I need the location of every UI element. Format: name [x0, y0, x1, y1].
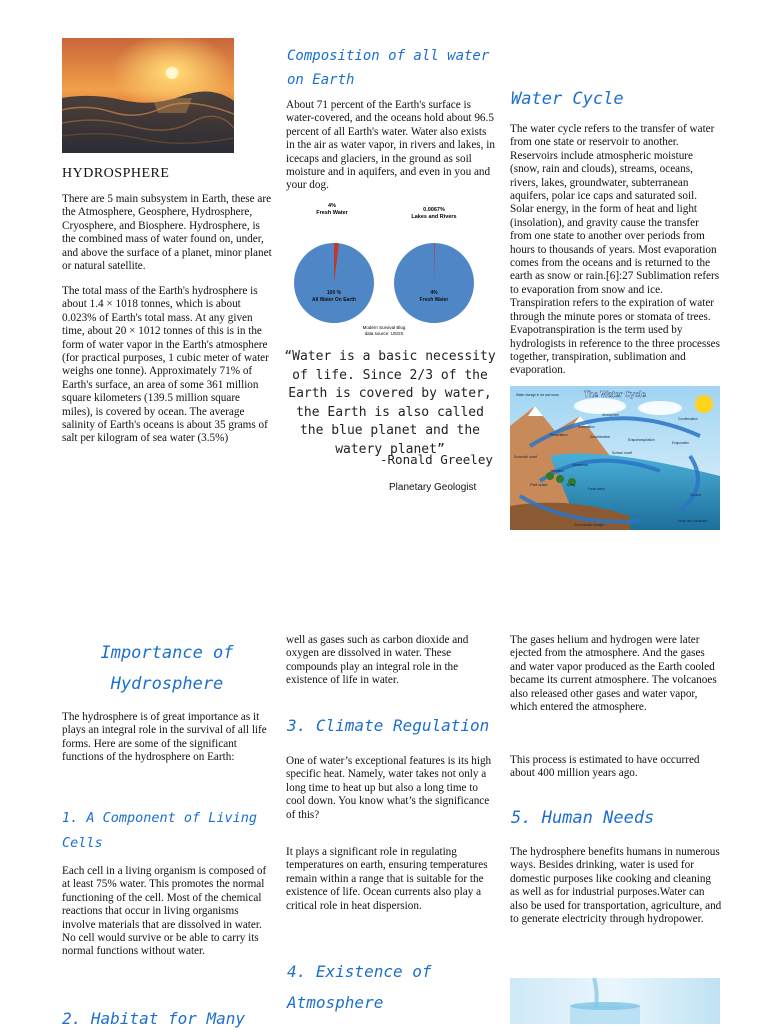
chart-source: data source: USGS: [364, 331, 404, 336]
living-cells-heading: 1. A Component of Living Cells: [62, 810, 258, 851]
left-center-sub: All Water On Earth: [312, 297, 356, 303]
diagram-label: Snowmelt runoff: [514, 455, 537, 459]
water-cycle-diagram: [510, 386, 720, 530]
human-needs-heading: 5. Human Needs: [511, 808, 655, 828]
greeley-quote: “Water is a basic necessity of life. Since 2/3 of the Earth is covered by water, the Earth is also called the blue planet and the watery planet”: [284, 349, 496, 457]
diagram-label: Groundwater storage: [574, 523, 604, 527]
left-slice-sub: Fresh Water: [316, 210, 348, 216]
diagram-label: Sublimation: [578, 425, 595, 429]
atmosphere-paragraph-1: The gases helium and hydrogen were later ejected from the atmosphere. And the gases and water vapor produced as the Earth cooled became its current atmosphere. The volcanoes also released other gases and water vapor, which entered the atmosphere.: [510, 634, 717, 714]
habitat-heading: 2. Habitat for Many: [62, 1009, 246, 1028]
hydrosphere-title: HYDROSPHERE: [62, 166, 170, 181]
living-cells-paragraph: Each cell in a living organism is composed of at least 75% water. This promotes the normal functioning of the cell. Most of the chemical reactions that occur in living organisms involve materials that are dissolved in water. No cell would survive or be able to carry its normal functions without water.: [62, 865, 267, 958]
atmosphere-paragraph-2: This process is estimated to have occurred about 400 million years ago.: [510, 754, 700, 780]
mass-paragraph: The total mass of the Earth's hydrosphere is about 1.4 × 1018 tonnes, which is about 0.023% of Earth's total mass. At any given time, about 20 × 1012 tonnes of this is in the form of water vapor in the Earth's atmosphere (for practical purposes, 1 cubic meter of water weighs one tonne). Approximately 71% of Earth's surface, an area of some 361 million square kilometers (139.5 million square miles), is covered by ocean. The average salinity of Earth's oceans is about 35 grams of salt per kilogram of sea water (3.5%): [62, 285, 269, 445]
water-cycle-heading: Water Cycle: [511, 89, 624, 109]
diagram-label: Fresh-water: [588, 487, 606, 491]
right-slice-sub: Lakes and Rivers: [411, 214, 457, 220]
composition-paragraph: About 71 percent of the Earth's surface is water-covered, and the oceans hold about 96.5 percent of all Earth's water. Water also exists in the air as water vapor, in rivers and lakes, in icecaps and glaciers, in the ground as soil moisture and in aquifers, and even in you and your dog.: [286, 99, 495, 192]
author-role: Planetary Geologist: [389, 482, 477, 493]
diagram-label: Desublimation: [590, 435, 611, 439]
dissolved-gases-paragraph: well as gases such as carbon dioxide and oxygen are dissolved in water. These compounds play an integral role in the existence of life in water.: [286, 634, 469, 687]
climate-paragraph-2: It plays a significant role in regulating temperatures on earth, ensuring temperatures remain within a range that is suitable for the existence of life. Ocean currents also play a critical role in heat dispersion.: [286, 846, 488, 912]
chart-credit: Modern Survival Blog: [362, 325, 406, 330]
diagram-label: Spring: [566, 483, 576, 487]
diagram-label: Surface runoff: [612, 451, 632, 455]
diagram-label: Precipitation: [550, 433, 568, 437]
quote-author: -Ronald Greeley: [380, 452, 493, 467]
intro-paragraph: There are 5 main subsystem in Earth, these are the Atmosphere, Geosphere, Hydrosphere, Cryosphere, and Biosphere. Hydrosphere, is the combined mass of water found on, under, and above the surface of a planet, minor planet or natural satellite.: [62, 193, 272, 273]
water-pie-charts: [286, 198, 492, 340]
diagram-label: Atmosphere: [602, 413, 620, 417]
human-needs-paragraph: The hydrosphere benefits humans in numerous ways. Besides drinking, water is used for domestic purposes like cooking and cleaning as well as for industrial purposes.Water can also be used for transportation, agriculture, and to generate electricity through hydropower.: [510, 846, 722, 926]
sun-icon: [695, 395, 713, 413]
diagram-title: The Water Cycle: [584, 390, 646, 399]
diagram-label: Infiltration: [550, 469, 564, 473]
right-slice-label: 0.0067%: [423, 207, 445, 213]
diagram-label: Condensation: [678, 417, 698, 421]
diagram-label: Oceans: [690, 493, 701, 497]
climate-regulation-heading: 3. Climate Regulation: [287, 716, 490, 735]
left-slice-label: 4%: [328, 203, 336, 209]
composition-heading: Composition of all water on Earth: [287, 48, 490, 88]
right-center-pct: 4%: [430, 290, 438, 296]
diagram-label: Evaporation: [672, 441, 690, 445]
water-glass-photo: [510, 978, 720, 1024]
diagram-label: Vents and volcanoes: [678, 519, 708, 523]
water-cycle-paragraph: The water cycle refers to the transfer of water from one state or reservoir to another. Reservoirs include atmospheric moisture (snow, rain and clouds), streams, oceans, rivers, lakes, groundwater, subterranean aquifers, polar ice caps and saturated soil. Solar energy, in the form of heat and light (insolation), and gravity cause the transfer from one state to another over periods from hours to thousands of years. Most evaporation comes from the oceans and is returned to the earth as snow or rain.[6]:27 Sublimation refers to evaporation from snow and ice. Transpiration refers to the expiration of water through the minute pores or stomata of trees. Evapotranspiration is the term used by hydrologists in reference to the three processes together, transpiration, sublimation and evaporation.: [510, 123, 721, 377]
right-center-sub: Fresh Water: [419, 297, 449, 303]
sunset-ocean-photo: [62, 38, 234, 153]
diagram-label: Streamflow: [572, 463, 588, 467]
importance-paragraph: The hydrosphere is of great importance as it plays an integral role in the survival of all life forms. Here are some of the significant functions of the hydrosphere on Earth:: [62, 711, 267, 764]
climate-paragraph-1: One of water’s exceptional features is its high specific heat. Namely, water takes not only a long time to heat up but also a long time to cool down. You know what’s the significance of this?: [286, 755, 492, 821]
atmosphere-heading: 4. Existence of Atmosphere: [287, 962, 432, 1012]
importance-heading: Importance of Hydrosphere: [100, 643, 234, 694]
diagram-label: Water storage in ice and snow: [516, 393, 559, 397]
diagram-label: Evapotranspiration: [628, 438, 655, 442]
diagram-label: Plant uptake: [530, 483, 548, 487]
left-center-pct: 100 %: [326, 290, 342, 296]
